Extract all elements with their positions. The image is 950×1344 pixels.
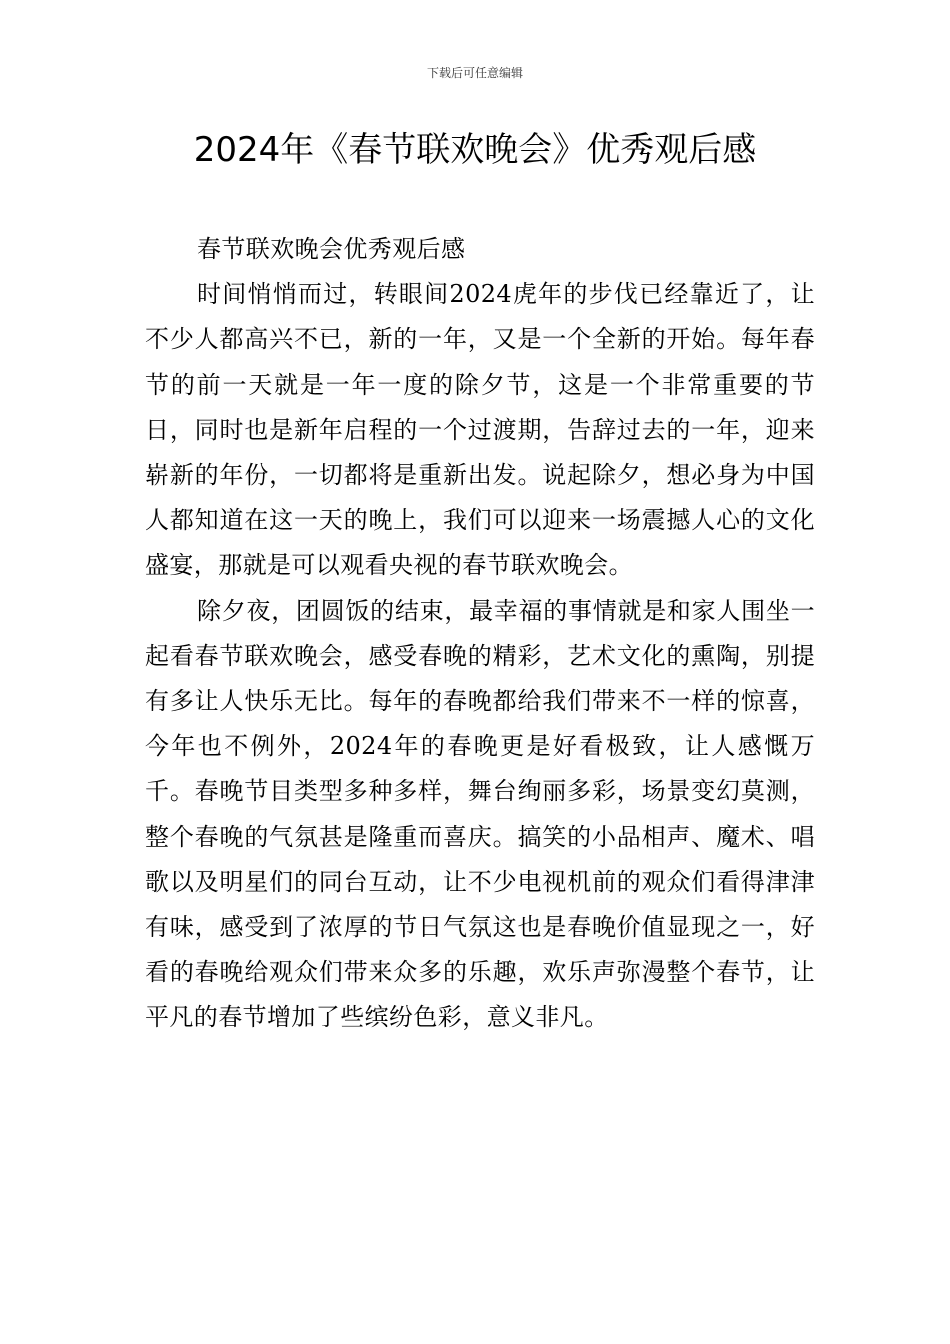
body-paragraph: 时间悄悄而过，转眼间2024虎年的步伐已经靠近了，让不少人都高兴不已，新的一年，又是一个全新的开始。每年春节的前一天就是一年一度的除夕节，这是一个非常重要的节日，同时也是新年启程的一个过渡期，告辞过去的一年，迎来崭新的年份，一切都将是重新出发。说起除夕，想必身为中国人都知道在这一天的晚上，我们可以迎来一场震撼人心的文化盛宴，那就是可以观看央视的春节联欢晚会。 — [145, 280, 815, 580]
body-paragraph: 除夕夜，团圆饭的结束，最幸福的事情就是和家人围坐一起看春节联欢晚会，感受春晚的精彩，艺术文化的熏陶，别提有多让人快乐无比。每年的春晚都给我们带来不一样的惊喜，今年也不例外，2024年的春晚更是好看极致，让人感慨万千。春晚节目类型多种多样，舞台绚丽多彩，场景变幻莫测，整个春晚的气氛甚是隆重而喜庆。搞笑的小品相声、魔术、唱歌以及明星们的同台互动，让不少电视机前的观众们看得津津有味，感受到了浓厚的节日气氛这也是春晚价值显现之一，好看的春晚给观众们带来众多的乐趣，欢乐声弥漫整个春节，让平凡的春节增加了些缤纷色彩，意义非凡。 — [145, 596, 815, 1032]
page-header-note: 下载后可任意编辑 — [426, 66, 523, 80]
subtitle-paragraph: 春节联欢晚会优秀观后感 — [197, 235, 466, 263]
document-title: 2024年《春节联欢晚会》优秀观后感 — [193, 130, 757, 170]
document-body — [145, 227, 815, 1041]
